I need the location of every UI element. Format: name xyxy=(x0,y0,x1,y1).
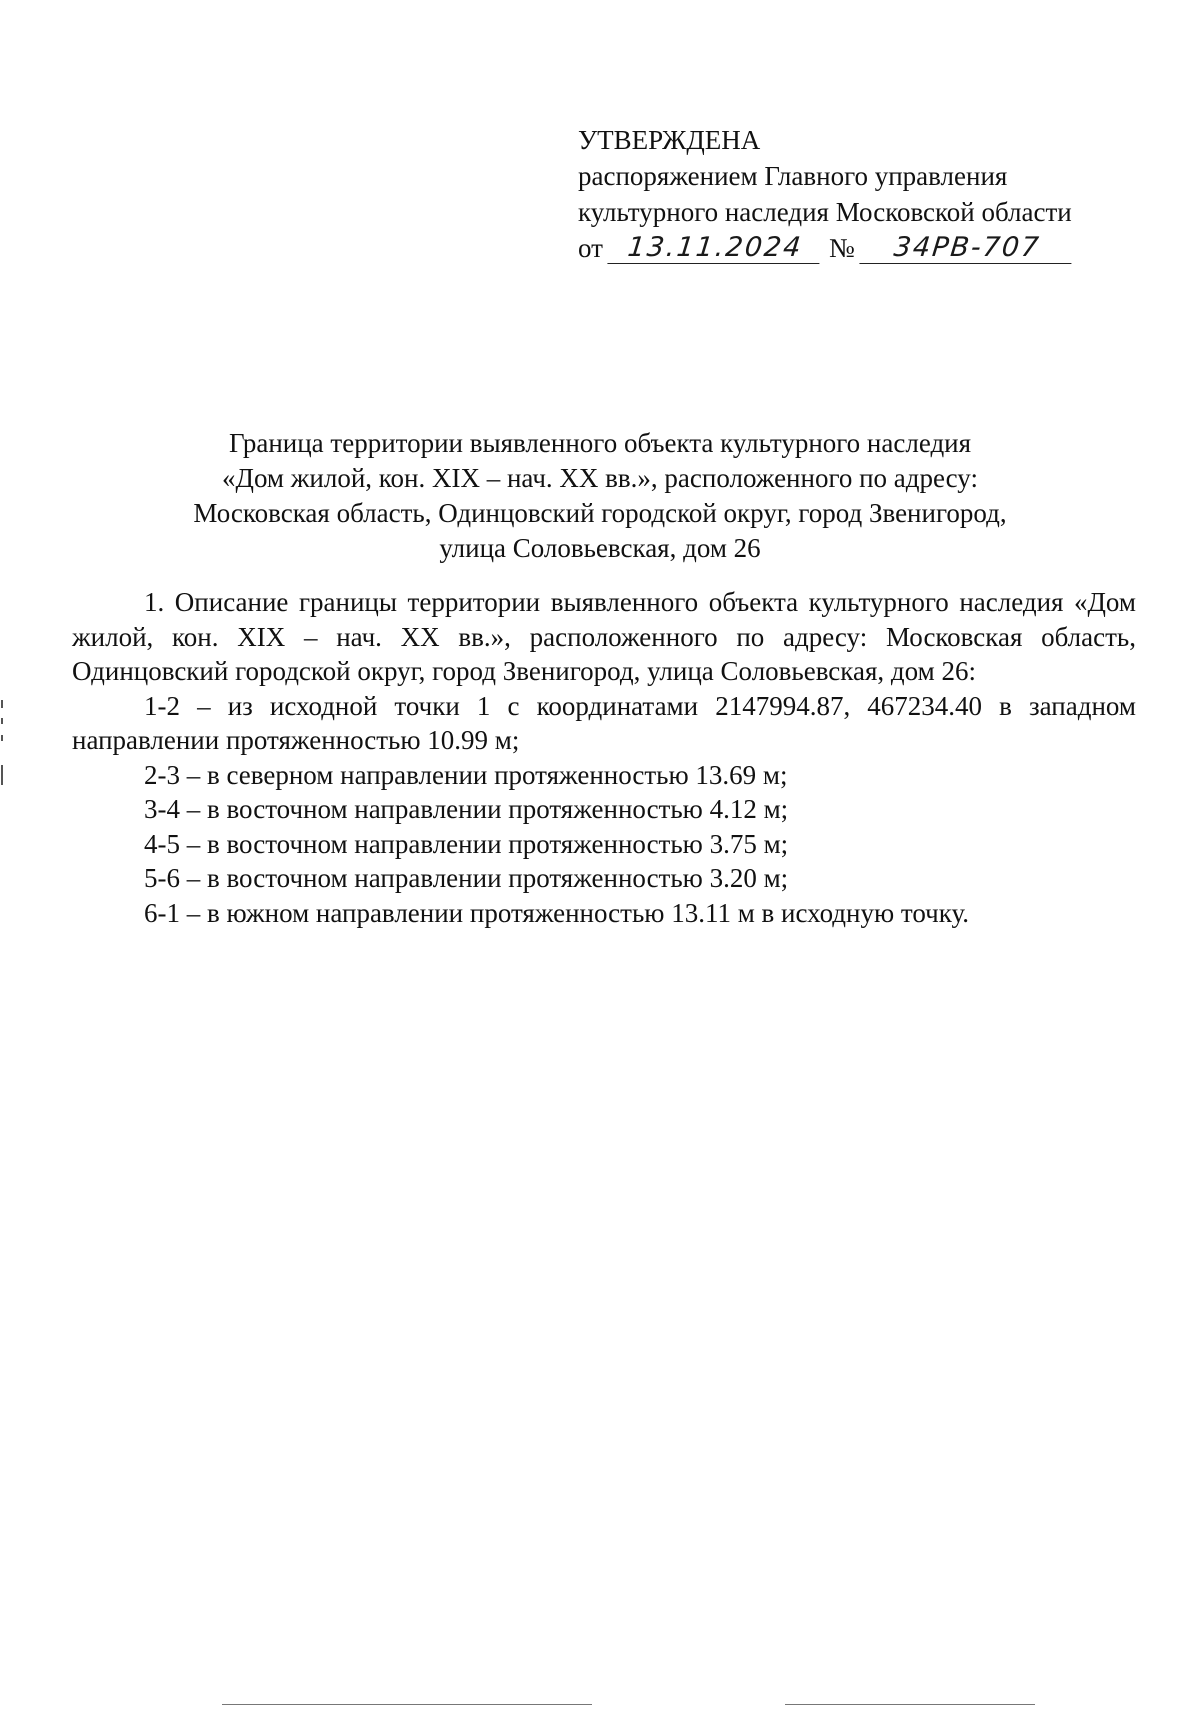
footer-scan-line xyxy=(785,1704,1035,1705)
scan-mark-left xyxy=(1,765,3,785)
segment-2-3: 2-3 – в северном направлении протяженностью 13.69 м; xyxy=(144,759,788,790)
segment-3-4: 3-4 – в восточном направлении протяженностью 4.12 м; xyxy=(144,794,789,824)
title-line-3: Московская область, Одинцовский городской округ, город Звенигород, xyxy=(193,498,1007,528)
approval-line-2: культурного наследия Московской области xyxy=(578,197,1072,227)
document-title xyxy=(60,426,1140,566)
approval-block xyxy=(578,122,1073,266)
approval-date-number-line xyxy=(578,230,1073,266)
number-label: № xyxy=(828,233,855,263)
segment-5-6: 5-6 – в восточном направлении протяженностью 3.20 м; xyxy=(144,863,789,893)
approval-line-1: распоряжением Главного управления xyxy=(578,161,1008,191)
segment-1-2: 1-2 – из исходной точки 1 с координатами 2147994.87, 467234.40 в западном направлении протяженностью 10.99 м; xyxy=(72,690,1136,755)
scan-mark-left xyxy=(1,718,3,724)
boundary-description: 1. Описание границы территории выявленного объекта культурного наследия «Дом жилой, кон. XIX – нач. XX вв.», расположенного по адресу: Московская область, Одинцовский городской округ, город Звенигород, улица Соловьевская, дом 26: xyxy=(72,587,1136,686)
handwritten-number: 34РВ-707 xyxy=(859,233,1074,264)
from-label: от xyxy=(578,233,603,263)
title-line-4: улица Соловьевская, дом 26 xyxy=(439,533,761,563)
title-line-1: Граница территории выявленного объекта культурного наследия xyxy=(228,428,972,458)
title-line-2: «Дом жилой, кон. XIX – нач. XX вв.», расположенного по адресу: xyxy=(222,463,978,493)
footer-scan-line xyxy=(222,1704,592,1705)
handwritten-date: 13.11.2024 xyxy=(607,233,822,264)
segment-4-5: 4-5 – в восточном направлении протяженностью 3.75 м; xyxy=(144,828,789,859)
approval-title: УТВЕРЖДЕНА xyxy=(578,125,761,155)
segment-6-1: 6-1 – в южном направлении протяженностью 13.11 м в исходную точку. xyxy=(144,897,970,928)
scan-mark-left xyxy=(1,735,3,741)
scan-mark-left xyxy=(1,700,3,708)
document-body xyxy=(72,585,1136,930)
